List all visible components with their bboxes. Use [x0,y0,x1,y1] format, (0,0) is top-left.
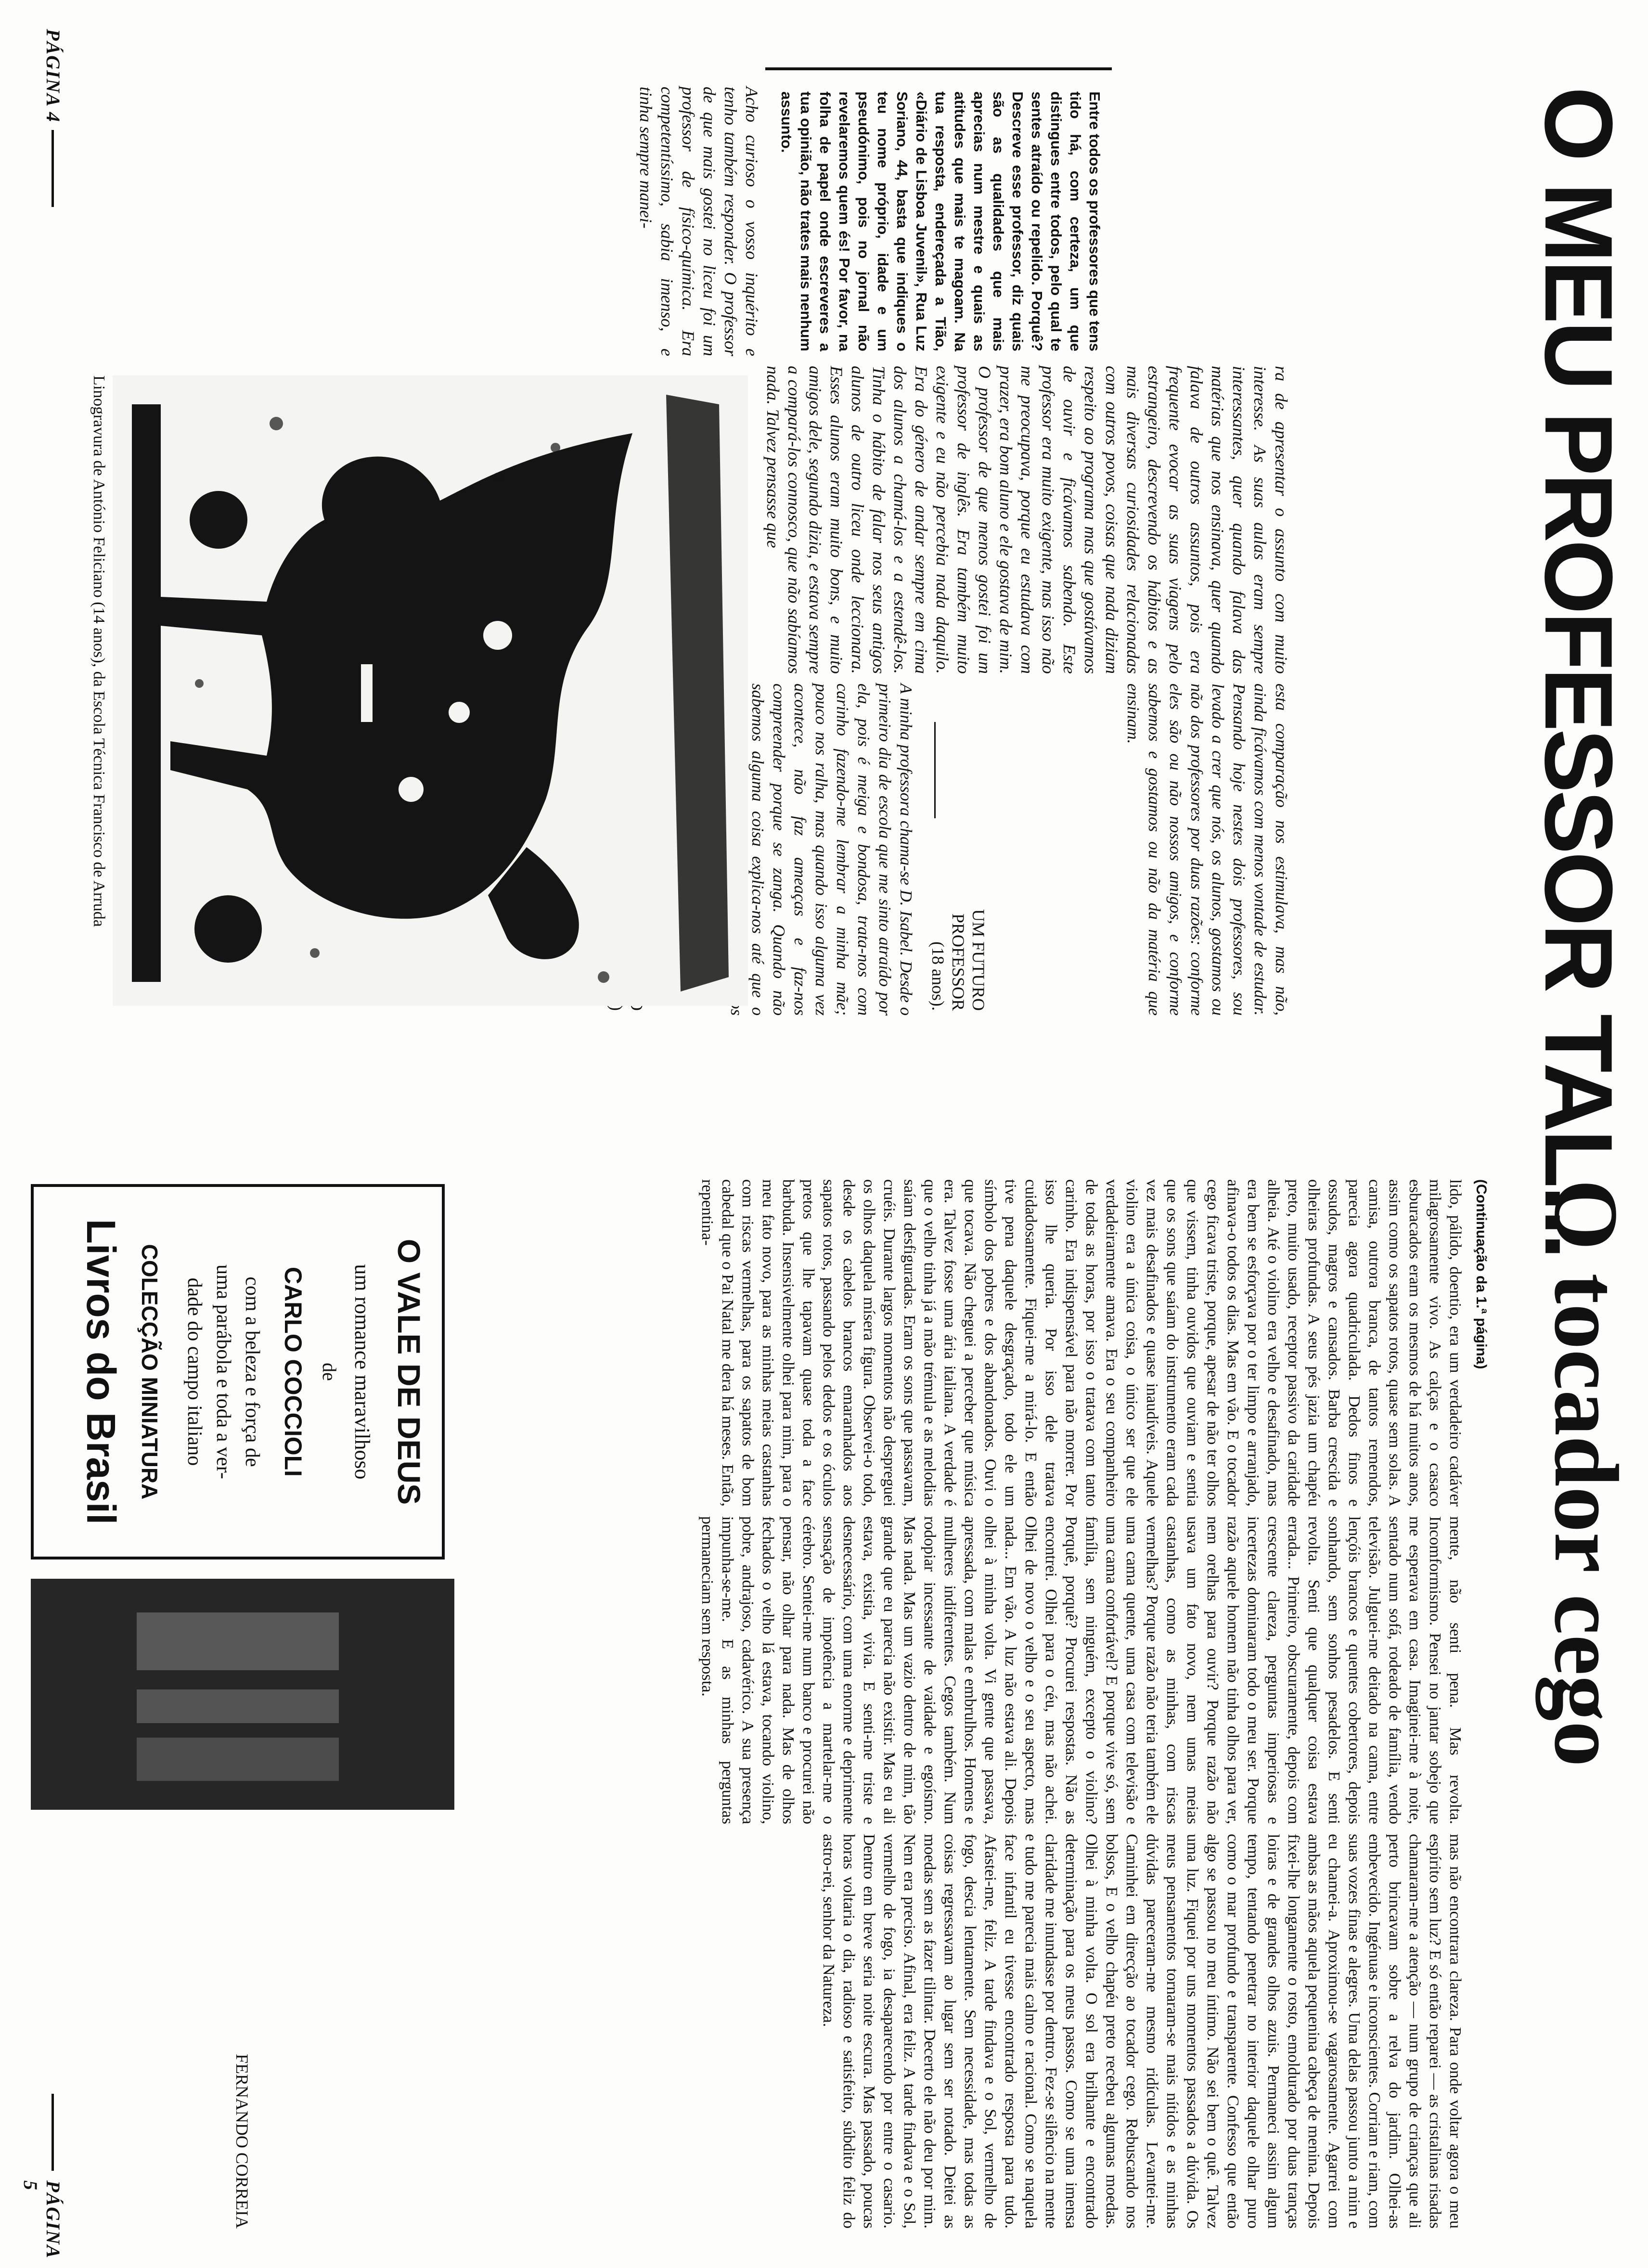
page-number-right: PÁGINA 5 [20,2180,64,2258]
dark-halftone-image [31,1579,454,1810]
page-number-left: PÁGINA 4 [42,29,64,123]
intro-box [772,87,1109,356]
text-column-3: A minha professora chama-se D. Isabel. Desde o primeiro dia de escola que me sinto atraído por ela, pois é meiga e bondosa, trata-nos com carinho fazendo-me lembrar a minha mãe; pouco nos ralha, mas quando isso alguma vez acontece, não faz ameaças e faz-nos compreender porque se zanga. Quando não sabemos alguma coisa explica-nos até que o [748,683,915,1016]
story-column-2: mente, não senti pena. Mas revolta. Incomformismo. Pensei no jantar sobejo que me esperava em casa. Imaginei-me à noite, sentado num sofá, rodeado de família, vendo televisão. Julguei-me deitado na cama, entre lençóis brancos e quentes cobertores, depois sonhando, sem sonhos pesadelos. E senti revolta. Senti que qualquer coisa estava errada... Primeiro, obscuramente, depois com crescente clareza, perguntas imperiosas e incertezas dominaram todo o meu ser. Porque razão aquele homem não tinha olhos para ver, nem orelhas para ouvir? Porque razão não usava um fato novo, nem umas meias castanhas, como as minhas, com riscas vermelhas? Porque razão não teria também ele uma cama quente, uma casa com televisão e uma cama confortável? E porque vive só, sem família, sem ninguém, excepto o violino? Porquê, porquê? Procurei respostas. Não as encontrei. Olhei para o céu, mas não achei. Olhei de novo o velho e o seu aspecto, mas nada... Em vão. A luz não estava ali. Depois olhei à minha volta. Vi gente que passava, apressada, com malas e embrulhos. Homens e mulheres indiferentes. Cegos também. Num rodopiar incessante de vaidade e egoísmo. Mas nada. Mas um vazio dentro de mim, tão grande que eu parecia não existir. Mas eu ali estava, existia, vivia. E senti-me triste e desnecessário, com uma enorme e deprimente sensação de impotência a martelar-me o cérebro. Sentei-me num banco e procurei não pensar, não olhar para nada. Mas de olhos fechados o velho lá estava, tocando violino, pobre, andrajoso, cadavérico. A sua presença impunha-se-me. E as minhas perguntas permaneciam sem resposta. [698,1516,1464,1824]
ad-collection: COLECÇÃO MINIATURA [137,1244,162,1500]
column-separator [934,722,936,818]
signature-1 [928,828,989,1011]
photo-caption: Linogravura de António Feliciano (14 anos), da Escola Técnica Francisco de Arruda [90,375,108,927]
story-signature: FERNANDO CORREIA [232,2053,252,2229]
linocut-illustration [113,375,748,1006]
ad-subtitle: um romance maravilhoso [350,1264,374,1480]
ad-desc-2: uma parábola e toda a ver- [212,1264,234,1479]
story-column-3: mas não encontrara clareza. Para onde voltar agora o meu espírito sem luz? E só então reparei — as cristalinas risadas chamaram-me a atenção — num grupo de crianças que ali perto brincavam sobre a relva do jardim. Olhei-as embevecido. Ingénuas e inconscientes. Corriam e riam, com suas vozes finas e alegres. Uma delas passou junto a mim e eu chamei-a. Aproximou-se vagarosamente. Agarrei com ambas as mãos aquela pequenina cabeça de menina. Depois fixei-lhe longamente o rosto, emoldurado por duas tranças loiras e de grandes olhos azuis. Permaneci assim algum tempo, tentando penetrar no interior daquele olhar puro como o mar profundo e transparente. Confesso que então algo se passou no meu íntimo. Não sei bem o quê. Talvez uma luz. Fiquei por uns momentos passados a dúvida. Os meus pensamentos tornaram-se mais nítidos e as minhas dúvidas pareceram-me mesmo ridículas. Levantei-me. Caminhei em direcção ao tocador cego. Rebuscando nos bolsos, E o velho chapéu preto recebeu algumas moedas. Olhei à minha volta. O sol era brilhante e encontrado determinação para os meus passos. Como se uma imensa claridade me inundasse por dentro. Fez-se silêncio na mente e tudo me parecia mais calmo e racional. Como se naquela face infantil eu tivesse encontrado resposta para tudo. Afastei-me, feliz. A tarde findava e o Sol, vermelho de fogo, descia lentamente. Sem necessidade, mas todas as coisas regressavam ao lugar sem ser notado. Deitei as moedas sem as fazer tilintar. Decerto ele não deu por mim. Nem era preciso. Afinal, era feliz. A tarde findava e o Sol, vermelho de fogo, ia desaparecendo por entre o casario. Dentro em breve seria noite escura. Mas passado, poucas horas voltaria o dia, radioso e satisfeito, súbdito feliz do astro-rei, senhor da Natureza. [820,1834,1464,2229]
ad-title: O VALE DE DEUS [391,1238,427,1505]
continuation-note: (Continuação da 1.ª página) [1473,1179,1489,1369]
ad-desc-3: dade do campo italiano [183,1277,206,1466]
text-column-4: Acho curioso o vosso inquérito e tenho também responder. O professor de que mais gostei no liceu foi um professor de físico-química. Era competentíssimo, sabia imenso, e tinha sempre manei- [636,87,761,356]
ad-desc-1: com a beleza e força de [241,1276,263,1467]
intro-box-rule [765,67,1112,70]
headline-right: O tocador cego [1535,1179,1636,1767]
page-number-rule-right [52,2094,54,2171]
ad-author: CARLO COCCIOLI [280,1266,307,1477]
page-number-rule [52,130,54,207]
signature-1-age: (18 anos). [928,941,948,1011]
linocut-horse-figure [113,375,748,1006]
text-column-1: ra de apresentar o assunto com muito interesse. As suas aulas eram sempre interessantes, quer quando falava das matérias que nos ensinava, quer quando falava de outros assuntos, pois era frequente evocar as suas viagens pelo estrangeiro, descrevendo os hábitos e as mais diversas curiosidades relacionadas com outros povos, coisas que nada diziam respeito ao programa mas que gostávamos de ouvir e ficávamos sabendo. Este professor era muito exigente, mas isso não me preocupava, porque eu estudava com prazer, era bom aluno e ele gostava de mim. O professor de que menos gostei foi um professor de inglês. Era também muito exigente e eu não percebia nada daquilo. Era do género de andar sempre em cima dos alunos a chamá-los e a estendê-los. Tinha o hábito de falar nos seus antigos alunos de outro liceu onde leccionara. Esses alunos eram muito bons, e muito amigos dele, segundo dizia, e estava sempre a compará-los connosco, que não sabíamos nada. Talvez pensasse que [763,366,1291,674]
text-column-2: esta comparação nos estimulava, mas não, ainda ficávamos com menos vontade de estudar. Pensando hoje nestes dois professores, sou levado a crer que nós, os alunos, gostamos ou não dos professores por duas razões: conforme eles são ou não nossos amigos, e conforme sabemos e gostamos ou não da matéria que ensinam. [1124,683,1291,1016]
story-column-1: lido, pálido, doentio, era um verdadeiro cadáver milagrosamente vivo. As calças e o casaco esburacados eram os mesmos de há muitos anos, assim como os sapatos rotos, quase sem solas. A camisa, outrora branca, de tantos remendos, parecia agora quadriculada. Dedos finos e ossudos, magros e cansados. Barba crescida e olheiras profundas. A seus pés jazia um chapéu preto, muito usado, receptor passivo da caridade alheia. Até o violino era velho e desafinado, mas era bem se esforçava por o ter limpo e arranjado, afinava-o todos os dias. Mas em vão. E o tocador cego ficava triste, porque, apesar de não ter olhos que vissem, tinha ouvidos que ouviam e sentia que os sons que saíam do instrumento eram cada vez mais desafinados e quase inaudíveis. Aquele violino era a única coisa, o único ser que ele verdadeiramente amava. Era o seu companheiro de todas as horas, por isso o tratava com tanto carinho. Era indispensável para não morrer. Por isso lhe queria. Por isso dele tratava cuidadosamente. Fiquei-me a mirá-lo. E então tive pena daquele desgraçado, todo ele um símbolo dos pobres e dos abandonados. Ouvi o que tocava. Não cheguei a perceber que música era. Talvez fosse uma ária italiana. A verdade é que o velho tinha já a mão trémula e as melodias saíam desfiguradas. Eram os sons que passavam, cruéis. Durante largos momentos não despreguei os olhos daquela mísera figura. Observei-o todo, desde os cabelos brancos emaranhados aos sapatos rotos, passando pelos dedos e os óculos pretos que lhe tapavam quase toda a face barbuda. Insensivelmente olhei para mim, para o meu fato novo, para as minhas meias castanhas com riscas vermelhas, para os sapatos de bom cabedal que o Pai Natal me dera há meses. Então, repentina- [698,1179,1464,1507]
intro-text: Entre todos os professores que tens tido há, com certeza, um que distingues entre todos, pelo qual te sentes atraído ou repelido. Porquê? Descreve esse professor, diz quais são as qualidades que mais aprecias num mestre e quais as atitudes que mais te magoam. Na tua resposta, endereçada a Tião, «Diário de Lisboa Juvenil», Rua Luz Soriano, 44, basta que indiques o teu nome próprio, idade e um pseudónimo, pois no jornal não revelaremos quem és! Por favor, na folha de papel onde escreveres a tua opinião, não trates mais nenhum assunto. [778,91,1103,351]
ad-de: de [319,1363,340,1381]
book-ad-box [31,1184,445,1559]
ad-publisher: Livros do Brasil [78,1219,124,1525]
dark-photo-placeholder [31,1579,454,1810]
headline-left: O MEU PROFESSOR TAL... [1525,87,1632,1257]
signature-1-name: UM FUTURO PROFESSOR [949,909,988,1011]
